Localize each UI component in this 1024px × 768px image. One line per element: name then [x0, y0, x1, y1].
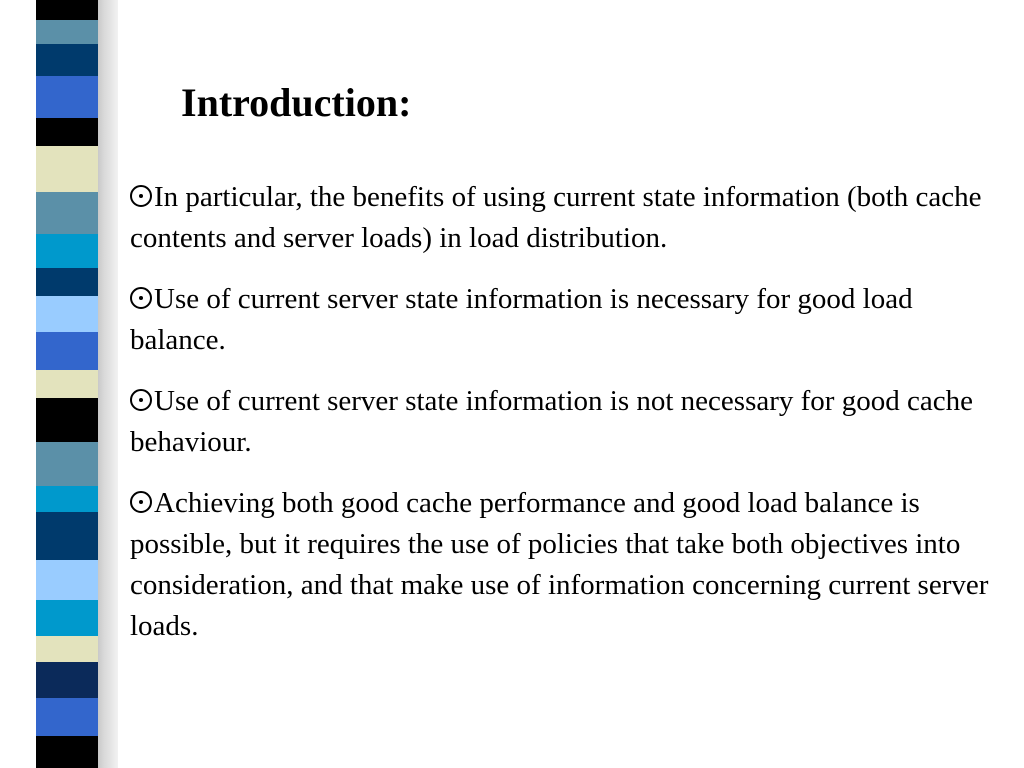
strip-block [36, 698, 98, 736]
decorative-color-strip [36, 0, 98, 768]
bullet-item [130, 177, 1010, 259]
strip-dark-band [36, 120, 98, 146]
strip-block [36, 234, 98, 268]
bullet-list [130, 177, 1010, 667]
strip-block [36, 636, 98, 662]
circle-dot-bullet-icon [130, 287, 152, 309]
circle-dot-bullet-icon [130, 389, 152, 411]
bullet-item [130, 279, 1010, 361]
strip-block [36, 44, 98, 76]
bullet-text: Achieving both good cache performance and good load balance is possible, but it requires the use of policies that take both objectives into consideration, and that make use of information concerning current server loads. [130, 487, 989, 642]
strip-dark-band [36, 398, 98, 440]
strip-block [36, 296, 98, 332]
strip-block [36, 370, 98, 398]
strip-dark-band [36, 0, 98, 20]
bullet-text: In particular, the benefits of using current state information (both cache contents and server loads) in load distribution. [130, 181, 982, 254]
circle-dot-bullet-icon [130, 185, 152, 207]
strip-block [36, 268, 98, 296]
strip-block [36, 560, 98, 600]
strip-block [36, 332, 98, 370]
strip-block [36, 146, 98, 192]
strip-block [36, 486, 98, 512]
circle-dot-bullet-icon [130, 491, 152, 513]
strip-dark-band [36, 736, 98, 768]
strip-block [36, 442, 98, 486]
strip-block [36, 512, 98, 560]
bullet-text: Use of current server state information is not necessary for good cache behaviour. [130, 385, 973, 458]
strip-block [36, 76, 98, 118]
strip-block [36, 192, 98, 234]
bullet-item [130, 381, 1010, 463]
slide-title: Introduction: [181, 80, 412, 125]
strip-block [36, 600, 98, 636]
bullet-item [130, 483, 1010, 647]
bullet-text: Use of current server state information is necessary for good load balance. [130, 283, 913, 356]
strip-block [36, 662, 98, 698]
